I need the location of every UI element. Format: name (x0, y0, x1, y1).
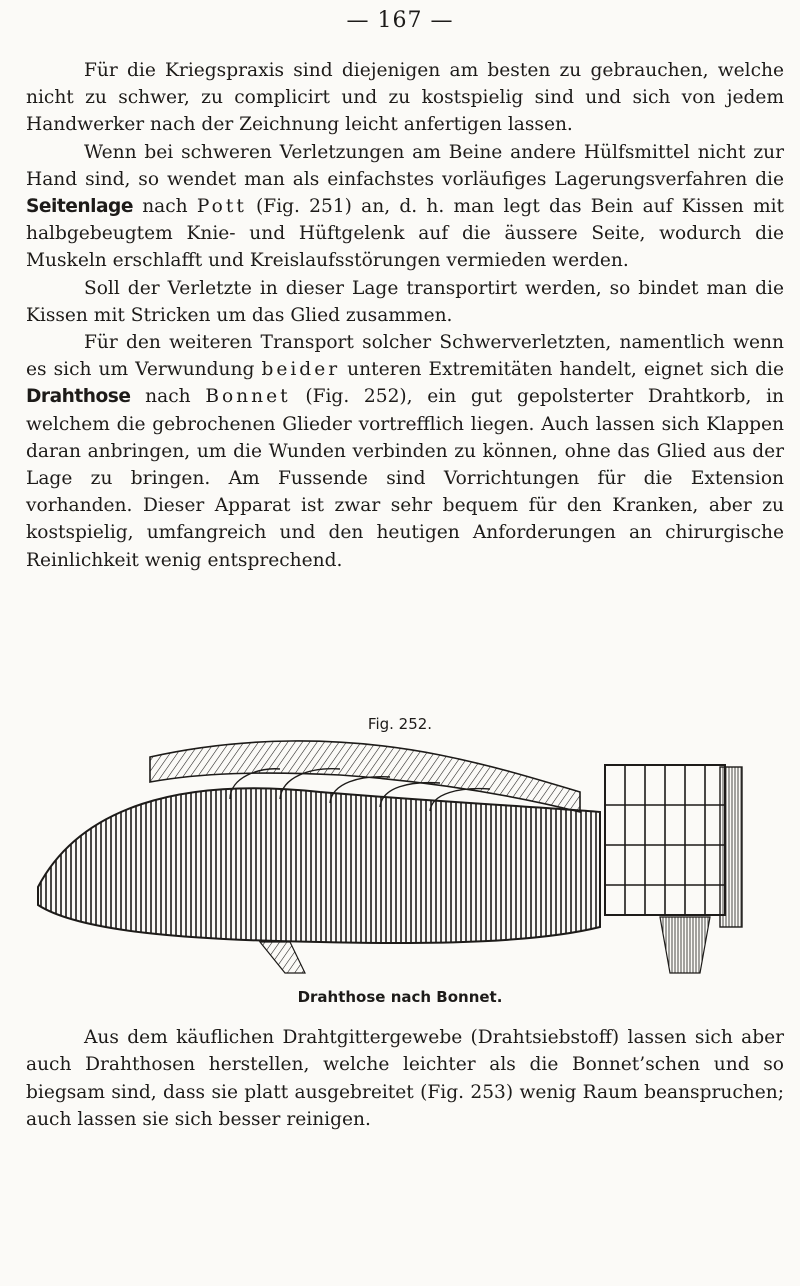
figure-label: Fig. 252. (367, 715, 433, 733)
paragraph-4-text-d: (Fig. 252), ein gut gepolsterter Drahtkorb, in welchem die gebrochenen Glieder vortrefflich liegen. Auch lassen sich Klappen daran anbringen, um die Wunden verbinden zu können, ohne das Glied aus der Lage zu bringen. Am Fussende sind Vorrichtungen für die Extension vorhanden. Dieser Apparat ist zwar sehr bequem für den Kranken, aber zu kostspielig, umfangreich und den heutigen Anforderungen an chirurgische Reinlichkeit wenig entsprechend. (26, 386, 784, 571)
paragraph-2-text-b: nach (132, 196, 197, 218)
term-seitenlage: Seitenlage (26, 196, 133, 218)
paragraph-4-text-b: unteren Extremitäten handelt, eignet sich die (340, 359, 784, 381)
paragraph-4 (26, 329, 784, 574)
term-drahthose: Drahthose (26, 386, 131, 408)
name-bonnet: Bonnet (205, 386, 291, 408)
paragraph-2-text-c: (Fig. 251) an, d. h. man legt das Bein auf Kissen mit halbgebeugtem Knie- und Hüftgelenk auf die äussere Seite, wodurch die Muskeln erschlafft und Kreislaufsstörungen vermieden werden. (26, 196, 784, 272)
name-pott: Pott (196, 196, 247, 218)
paragraph-4-text-c: nach (130, 386, 206, 408)
paragraph-2-text-a: Wenn bei schweren Verletzungen am Beine andere Hülfsmittel nicht zur Hand sind, so wendet man als einfachstes vorläufiges Lagerungsverfahren die (26, 141, 784, 190)
after-figure-text (26, 1024, 784, 1134)
paragraph-5-text-a: Aus dem käuflichen Drahtgittergewebe (Drahtsiebstoff) lassen sich aber auch Drahthosen herstellen, welche leichter als die (26, 1027, 784, 1076)
drahthose-engraving (20, 737, 745, 974)
name-bonnet-2: Bonnet (572, 1054, 640, 1076)
page-number: — 167 — (346, 8, 454, 33)
paragraph-5-text-b: ’schen und so biegsam sind, dass sie platt ausgebreitet (Fig. 253) wenig Raum beanspruchen; auch lassen sie sich besser reinigen. (26, 1054, 784, 1131)
paragraph-3: Soll der Verletzte in dieser Lage transportirt werden, so bindet man die Kissen mit Stricken um das Glied zusammen. (26, 277, 784, 326)
paragraph-4-text-a: Für den weiteren Transport solcher Schwerverletzten, namentlich wenn es sich um Verwundung (26, 332, 784, 381)
word-beider: beider (261, 359, 341, 381)
paragraph-1: Für die Kriegspraxis sind diejenigen am besten zu gebrauchen, welche nicht zu schwer, zu complicirt und zu kostspielig sind und sich von jedem Handwerker nach der Zeichnung leicht anfertigen lassen. (26, 60, 784, 136)
paragraph-5 (26, 1024, 784, 1134)
figure-caption: Drahthose nach Bonnet. (297, 988, 503, 1006)
paragraph-2 (26, 139, 784, 275)
body-text (26, 57, 784, 574)
figure-drahthose-illustration (20, 737, 745, 974)
